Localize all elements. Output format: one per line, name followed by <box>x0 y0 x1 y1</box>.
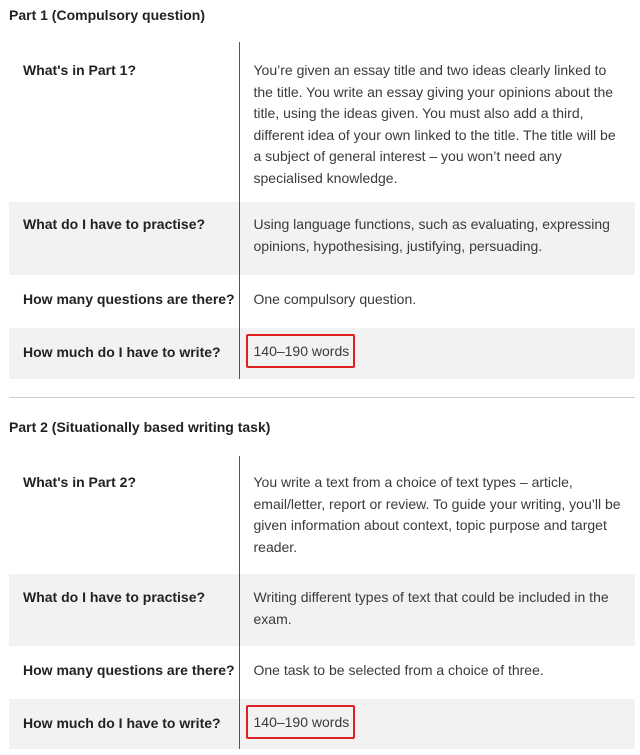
row-question: How many questions are there? <box>23 291 235 307</box>
part2-table <box>9 456 635 749</box>
table-row <box>9 574 635 646</box>
table-row <box>9 328 635 379</box>
row-answer: Using language functions, such as evaluating, expressing opinions, hypothesising, justifying, persuading. <box>239 202 635 275</box>
row-question: What's in Part 2? <box>23 474 137 490</box>
table-row <box>9 456 635 574</box>
row-question: How many questions are there? <box>23 662 235 678</box>
row-answer: One task to be selected from a choice of three. <box>239 646 635 699</box>
table-row <box>9 42 635 202</box>
row-answer: Writing different types of text that could be included in the exam. <box>239 574 635 646</box>
part1-table <box>9 42 635 379</box>
row-answer: You’re given an essay title and two ideas clearly linked to the title. You write an essay giving your opinions about the title, using the ideas given. You must also add a third, different idea of your own linked to the title. The title will be a subject of general interest – you won’t need any specialised knowledge. <box>239 42 635 202</box>
row-question: How much do I have to write? <box>9 328 239 379</box>
row-question: What's in Part 1? <box>23 62 137 78</box>
row-answer: You write a text from a choice of text types – article, email/letter, report or review. To guide your writing, you’ll be given information about context, topic purpose and target reader. <box>239 456 635 574</box>
highlighted-word-count: 140–190 words <box>246 334 356 368</box>
highlighted-word-count: 140–190 words <box>246 705 356 739</box>
row-answer: One compulsory question. <box>239 275 635 328</box>
part2-heading: Part 2 (Situationally based writing task) <box>9 419 271 435</box>
section-divider <box>9 397 635 398</box>
row-question: What do I have to practise? <box>9 202 239 275</box>
table-row <box>9 699 635 749</box>
table-row <box>9 275 635 328</box>
part1-heading: Part 1 (Compulsory question) <box>9 7 206 23</box>
row-question: What do I have to practise? <box>9 574 239 646</box>
table-row <box>9 202 635 275</box>
row-question: How much do I have to write? <box>9 699 239 749</box>
table-row <box>9 646 635 699</box>
row-answer <box>239 328 635 379</box>
row-answer <box>239 699 635 749</box>
